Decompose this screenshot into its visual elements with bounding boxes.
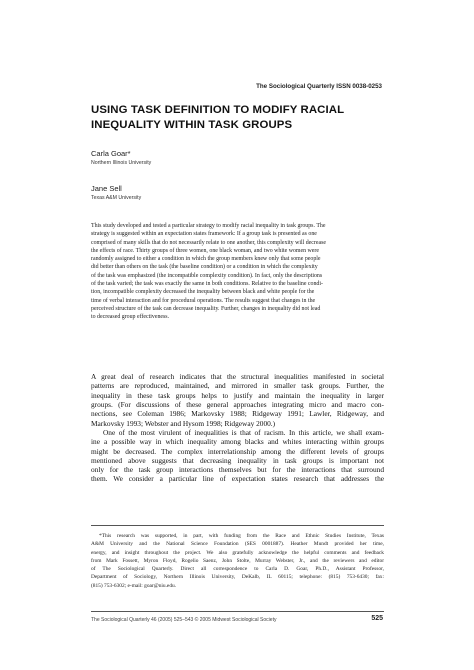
footnote-line: from Mark Fossett, Myron Floyd, Rogelio Saenz, John Stolte, Murray Webster, Jr., and the reviewers and editor <box>91 557 384 564</box>
title-line: INEQUALITY WITHIN TASK GROUPS <box>91 119 293 131</box>
footer-divider <box>91 611 384 612</box>
footnote-line: A&M University and the National Science Foundation (SES 0001887). Heather Mundt provided her time, <box>91 541 384 548</box>
footnote-divider <box>91 525 384 526</box>
abstract-line: did better than others on the task (the baseline condition) or a condition in which the complexity <box>91 264 318 271</box>
body-line: mentioned above suggests that decreasing inequality in task groups is important not <box>91 455 384 465</box>
abstract-line: randomly assigned to either a condition in which the group members knew only that some people <box>91 256 321 263</box>
journal-citation: The Sociological Quarterly 46 (2005) 525–543 © 2005 Midwest Sociological Society <box>91 617 277 623</box>
body-line: only for the task group interactions themselves but for the interactions that surround <box>91 465 384 475</box>
body-line: Markovsky 1993; Webster and Hysom 1998; Ridgeway 2000.) <box>91 418 276 428</box>
author-name: Jane Sell <box>91 184 122 193</box>
abstract-line: of the task varied; the task was exactly the same in both conditions. Relative to the baseline condi- <box>91 281 323 288</box>
body-line: patterns are reproduced, maintained, and mirrored in smaller task groups. Further, the <box>91 381 384 391</box>
page-number: 525 <box>371 615 383 622</box>
abstract-line: perceived structure of the task can decrease inequality. Further, changes in inequality did not lead <box>91 305 321 312</box>
body-line: ine a possible way in which inequality among blacks and whites interacting within groups <box>91 437 384 447</box>
footnote-line: energy, and insight throughout the project. We also gratefully acknowledge the helpful comments and feedback <box>91 549 384 556</box>
abstract-line: time of verbal interaction and for procedural operations. The results suggest that changes in the <box>91 297 316 304</box>
abstract-line: This study developed and tested a particular strategy to modify racial inequality in task groups. The <box>91 223 326 229</box>
author-name: Carla Goar* <box>91 149 131 158</box>
footnote-line: *This research was supported, in part, with funding from the Race and Ethnic Studies Institute, Texas <box>99 533 384 539</box>
body-line: them. We consider a particular line of expectation states research that addresses the <box>91 474 384 484</box>
body-line: One of the most virulent of inequalities is that of racism. In this article, we shall exam- <box>103 427 384 437</box>
body-line: might be decreased. The complex interrelationship among the different levels of groups <box>91 446 384 456</box>
abstract-line: tion, incompatible complexity decreased the inequality between black and white people for the <box>91 289 315 296</box>
title-line: USING TASK DEFINITION TO MODIFY RACIAL <box>91 104 345 116</box>
body-line: groups. (For discussions of these general approaches integrating micro and macro con- <box>91 399 384 409</box>
footnote-line: of The Sociological Quarterly. Direct all correspondence to Carla D. Goar, Ph.D., Assistant Professor, <box>91 566 384 573</box>
author-affiliation: Texas A&M University <box>91 195 142 201</box>
body-text <box>91 372 384 484</box>
article-title <box>91 103 391 133</box>
footnote-line: (815) 753-6302; e-mail: goar@niu.edu. <box>91 582 177 589</box>
footnote-line: Department of Sociology, Northern Illinois University, DeKalb, IL 60115; telephone: (815) 753-6430; fax: <box>91 574 384 581</box>
abstract-line: to decreased group effectiveness. <box>91 314 170 321</box>
abstract-line: of the task was emphasized (the incompatible complexity condition). In fact, only the descriptions <box>91 272 323 279</box>
abstract-line: strategy is suggested within an expectation states framework: If a group task is presented as one <box>91 231 317 238</box>
footnote <box>91 532 384 590</box>
body-line: nections, see Coleman 1986; Markovsky 1988; Ridgeway 1991; Lawler, Ridgeway, and <box>91 409 384 419</box>
abstract <box>91 222 382 322</box>
body-line: inequality in these task groups helps to justify and maintain the inequality in larger <box>91 390 384 400</box>
body-line: A great deal of research indicates that the structural inequalities manifested in societal <box>91 372 384 381</box>
abstract-line: comprised of many skills that do not necessarily relate to one another, this complexity will decrease <box>91 239 326 246</box>
abstract-line: the effects of race. Thirty groups of three women, one black woman, and two white women were <box>91 247 319 254</box>
author-affiliation: Northern Illinois University <box>91 160 152 166</box>
journal-issn-header: The Sociological Quarterly ISSN 0038-0253 <box>256 83 382 90</box>
